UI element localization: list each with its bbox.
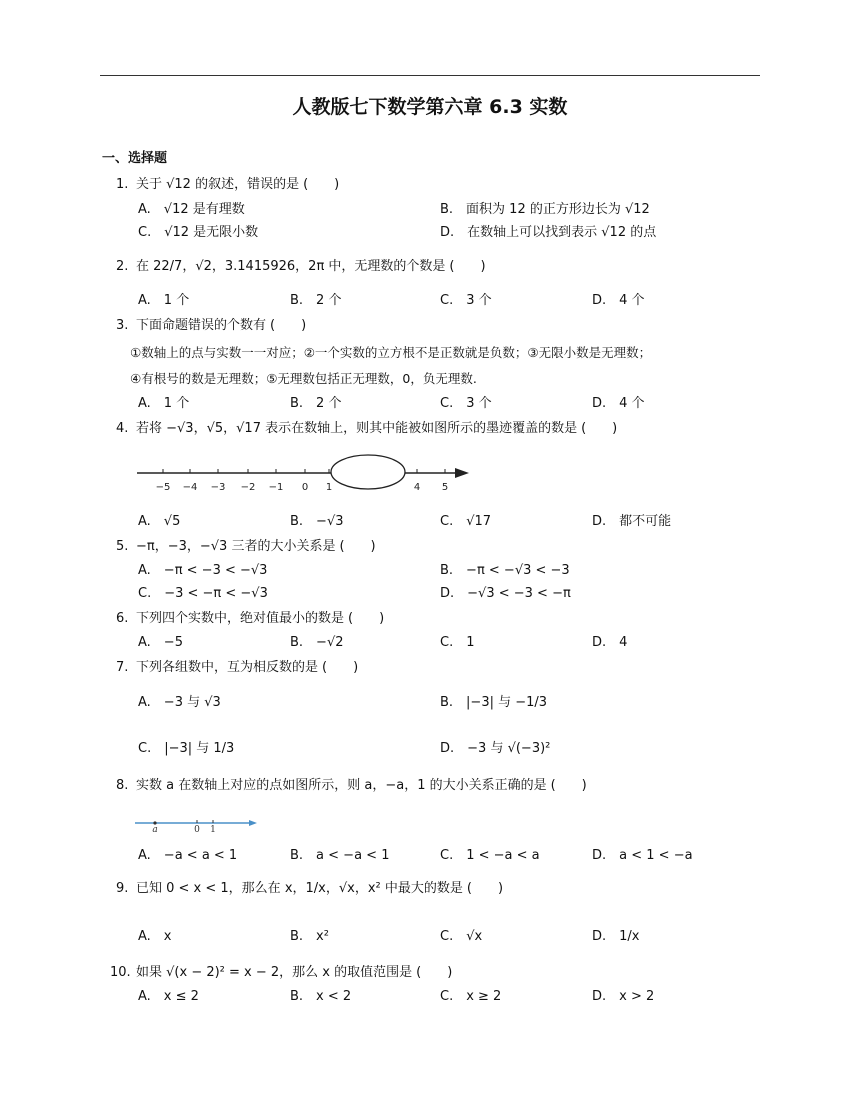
option-b[interactable]: B. 2 个 xyxy=(290,293,342,308)
question-stem: −π，−3，−√3 三者的大小关系是 xyxy=(136,539,336,554)
answer-blank: ( ) xyxy=(348,611,385,626)
tick-label: 1 xyxy=(325,482,333,493)
answer-blank: ( ) xyxy=(270,318,307,333)
tick-label: 1 xyxy=(210,825,216,835)
option-a[interactable]: A. −5 xyxy=(138,635,183,650)
answer-blank: ( ) xyxy=(322,660,359,675)
option-a[interactable]: A. x xyxy=(138,929,172,944)
small-number-line xyxy=(133,816,259,836)
ink-blot xyxy=(331,455,405,489)
option-c[interactable]: C. √12 是无限小数 xyxy=(138,225,259,240)
tick-label: 0 xyxy=(194,825,200,835)
tick-label: 0 xyxy=(301,482,309,493)
option-d[interactable]: D. 都不可能 xyxy=(592,514,672,529)
option-d[interactable]: D. −√3 < −3 < −π xyxy=(440,586,571,601)
page-title: 人教版七下数学第六章 6.3 实数 xyxy=(292,96,568,118)
tick-label: −2 xyxy=(240,482,256,493)
option-d[interactable]: D. 1/x xyxy=(592,929,640,944)
option-c[interactable]: C. 3 个 xyxy=(440,293,492,308)
question-1 xyxy=(116,176,339,194)
answer-blank: ( ) xyxy=(581,421,618,436)
question-number: 4. xyxy=(116,421,129,436)
question-number: 10. xyxy=(110,965,131,980)
question-stem: 如果 √(x − 2)² = x − 2，那么 x 的取值范围是 xyxy=(136,965,413,980)
question-4 xyxy=(116,420,617,438)
tick-label: −3 xyxy=(210,482,226,493)
question-stem: 已知 0 < x < 1，那么在 x，1/x，√x，x² 中最大的数是 xyxy=(136,881,463,896)
tick-label: −5 xyxy=(155,482,171,493)
option-c[interactable]: C. 1 < −a < a xyxy=(440,848,540,863)
axis-arrow xyxy=(249,820,257,826)
tick-label: 5 xyxy=(441,482,449,493)
question-6 xyxy=(116,610,384,628)
option-b[interactable]: B. −√2 xyxy=(290,635,344,650)
option-a[interactable]: A. √5 xyxy=(138,514,181,529)
tick-label: −4 xyxy=(182,482,198,493)
option-a[interactable]: A. −π < −3 < −√3 xyxy=(138,563,268,578)
option-a[interactable]: A. −a < a < 1 xyxy=(138,848,238,863)
option-c[interactable]: C. |−3| 与 1/3 xyxy=(138,741,235,756)
tick-label: 4 xyxy=(413,482,421,493)
option-c[interactable]: C. 3 个 xyxy=(440,396,492,411)
option-a[interactable]: A. 1 个 xyxy=(138,396,190,411)
question-number: 7. xyxy=(116,660,129,675)
option-b[interactable]: B. x² xyxy=(290,929,329,944)
option-d[interactable]: D. 4 xyxy=(592,635,628,650)
point-label: a xyxy=(152,825,158,835)
question-number: 8. xyxy=(116,778,129,793)
option-d[interactable]: D. a < 1 < −a xyxy=(592,848,693,863)
question-number: 5. xyxy=(116,539,129,554)
question-number: 9. xyxy=(116,881,129,896)
option-b[interactable]: B. 面积为 12 的正方形边长为 √12 xyxy=(440,202,650,217)
number-line-figure xyxy=(135,452,475,496)
question-stem: 下列四个实数中，绝对值最小的数是 xyxy=(136,611,345,626)
option-d[interactable]: D. 4 个 xyxy=(592,293,645,308)
option-b[interactable]: B. 2 个 xyxy=(290,396,342,411)
answer-blank: ( ) xyxy=(416,965,453,980)
option-c[interactable]: C. √17 xyxy=(440,514,492,529)
option-d[interactable]: D. x > 2 xyxy=(592,989,655,1004)
question-number: 2. xyxy=(116,259,129,274)
option-d[interactable]: D. 在数轴上可以找到表示 √12 的点 xyxy=(440,225,657,240)
option-b[interactable]: B. −π < −√3 < −3 xyxy=(440,563,570,578)
option-a[interactable]: A. x ≤ 2 xyxy=(138,989,199,1004)
option-d[interactable]: D. 4 个 xyxy=(592,396,645,411)
option-a[interactable]: A. √12 是有理数 xyxy=(138,202,245,217)
option-b[interactable]: B. −√3 xyxy=(290,514,344,529)
option-a[interactable]: A. −3 与 √3 xyxy=(138,695,221,710)
question-number: 6. xyxy=(116,611,129,626)
question-8 xyxy=(116,777,587,795)
axis-arrow xyxy=(455,468,469,478)
answer-blank: ( ) xyxy=(339,539,376,554)
question-9 xyxy=(116,880,503,898)
option-b[interactable]: B. |−3| 与 −1/3 xyxy=(440,695,548,710)
answer-blank: ( ) xyxy=(550,778,587,793)
question-10 xyxy=(110,964,452,982)
question-stem: 若将 −√3，√5，√17 表示在数轴上，则其中能被如图所示的墨迹覆盖的数是 xyxy=(136,421,578,436)
question-stem: 实数 a 在数轴上对应的点如图所示，则 a，−a，1 的大小关系正确的是 xyxy=(136,778,547,793)
top-rule xyxy=(100,75,760,76)
question-stem: 下面命题错误的个数有 xyxy=(136,318,267,333)
option-b[interactable]: B. x < 2 xyxy=(290,989,352,1004)
question-2 xyxy=(116,258,486,276)
question-number: 1. xyxy=(116,177,129,192)
question-stem: 关于 √12 的叙述，错误的是 xyxy=(136,177,300,192)
option-a[interactable]: A. 1 个 xyxy=(138,293,190,308)
option-c[interactable]: C. x ≥ 2 xyxy=(440,989,502,1004)
question-stem: 在 22/7，√2，3.1415926，2π 中，无理数的个数是 xyxy=(136,259,446,274)
option-c[interactable]: C. −3 < −π < −√3 xyxy=(138,586,268,601)
answer-blank: ( ) xyxy=(466,881,504,896)
option-d[interactable]: D. −3 与 √(−3)² xyxy=(440,741,551,756)
answer-blank: ( ) xyxy=(449,259,486,274)
section-heading: 一、选择题 xyxy=(102,151,168,166)
option-c[interactable]: C. √x xyxy=(440,929,483,944)
question-number: 3. xyxy=(116,318,129,333)
statement-line-2: ④有根号的数是无理数；⑤无理数包括正无理数，0，负无理数. xyxy=(130,371,477,386)
question-5 xyxy=(116,538,376,556)
question-3 xyxy=(116,317,306,335)
question-stem: 下列各组数中，互为相反数的是 xyxy=(136,660,319,675)
statement-line-1: ①数轴上的点与实数一一对应；②一个实数的立方根不是正数就是负数；③无限小数是无理数； xyxy=(130,345,652,360)
option-c[interactable]: C. 1 xyxy=(440,635,475,650)
option-b[interactable]: B. a < −a < 1 xyxy=(290,848,390,863)
tick-label: −1 xyxy=(268,482,284,493)
answer-blank: ( ) xyxy=(303,177,340,192)
question-7 xyxy=(116,659,358,677)
